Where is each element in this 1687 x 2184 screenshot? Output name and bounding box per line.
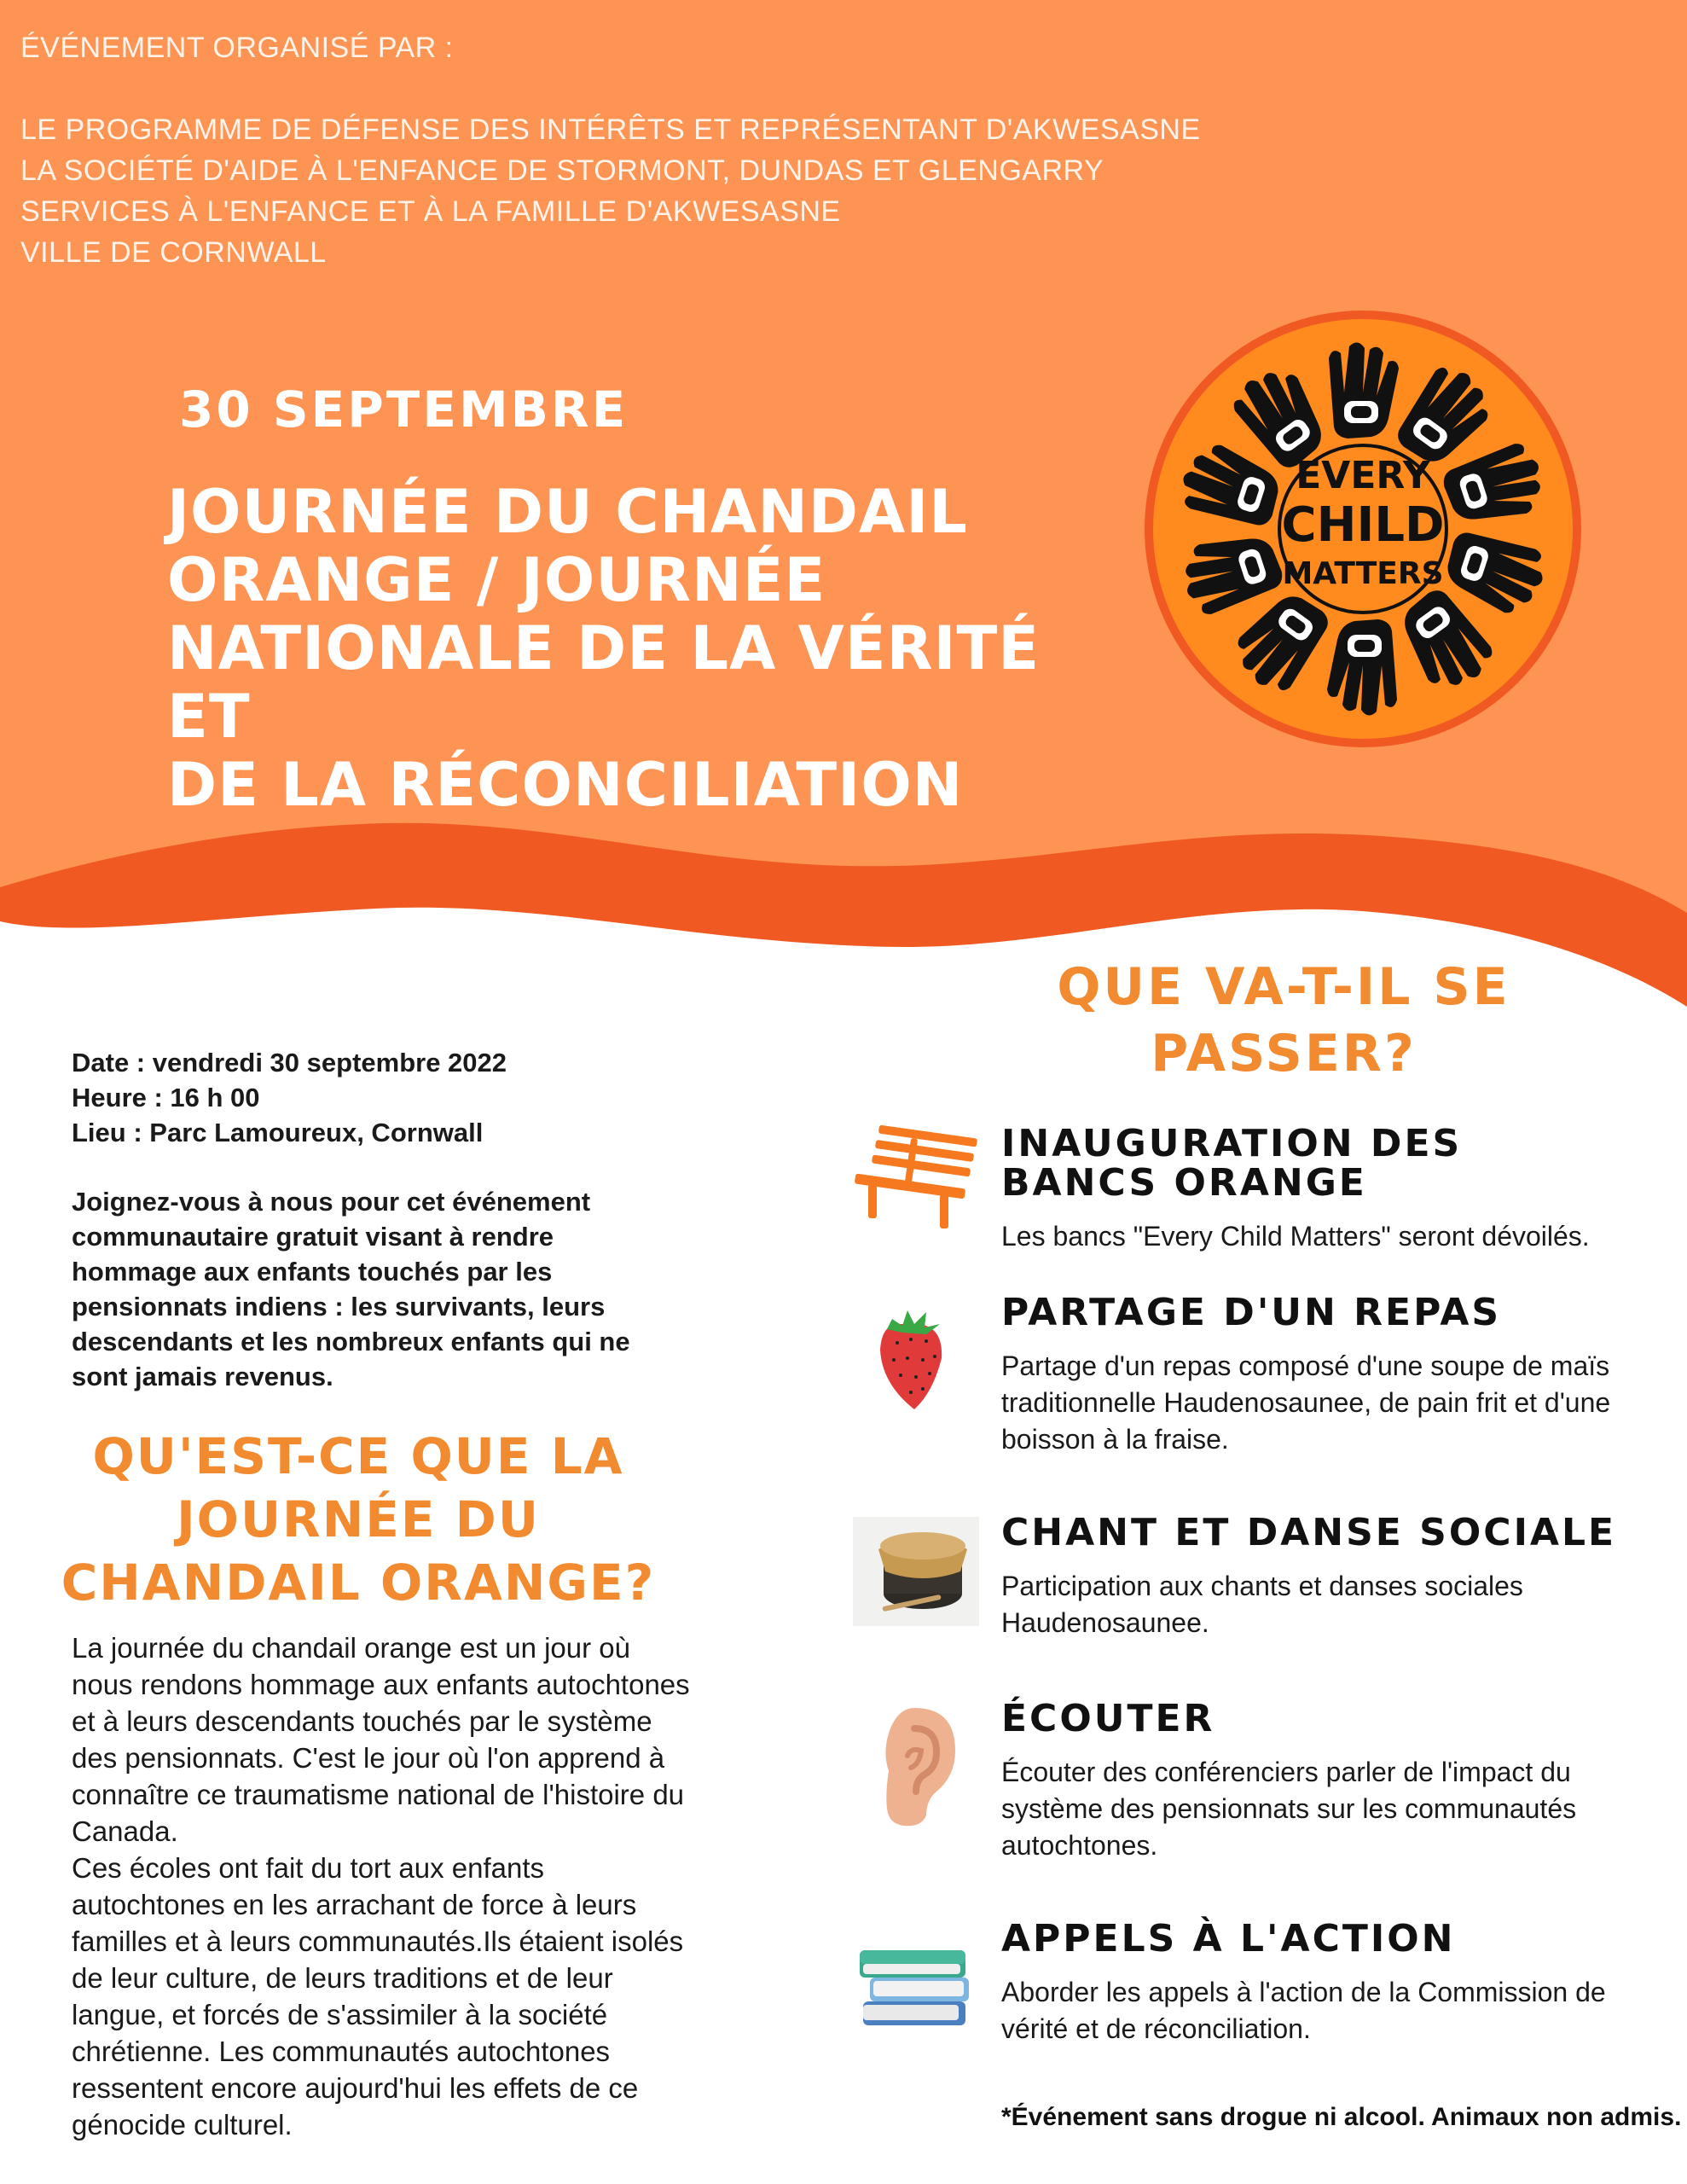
organizer-line: LE PROGRAMME DE DÉFENSE DES INTÉRÊTS ET REPRÉSENTANT D'AKWESASNE — [20, 113, 1201, 146]
event-date-heading: 30 SEPTEMBRE — [179, 380, 629, 439]
logo-text-line: CHILD — [1281, 497, 1445, 553]
title-line: ORANGE / JOURNÉE — [167, 545, 826, 615]
activity-description: Partage d'un repas composé d'une soupe de maïs traditionnelle Haudenosaunee, de pain frit et d'une boisson à la fraise. — [1001, 1350, 1611, 1455]
about-heading-line: JOURNÉE DU — [177, 1490, 540, 1548]
organizer-line: VILLE DE CORNWALL — [20, 236, 327, 269]
activity-title-line: APPELS À L'ACTION — [1001, 1917, 1456, 1960]
bench-icon — [848, 1116, 984, 1244]
about-paragraph: La journée du chandail orange est un jour où nous rendons hommage aux enfants autochtones et à leurs descendants touchés par le système des pensionnats. C'est le jour où l'on apprend à connaître ce traumatisme national de l'histoire du Canada. — [72, 1632, 690, 1847]
activity-description: Participation aux chants et danses sociales Haudenosaunee. — [1001, 1571, 1523, 1638]
invitation-text: Joignez-vous à nous pour cet événement communautaire gratuit visant à rendre hommage aux enfants touchés par les pensionnats indiens : les survivants, leurs descendants et les nombreux enfants qui ne sont jamais revenus. — [72, 1187, 630, 1391]
about-heading-line: CHANDAIL ORANGE? — [61, 1554, 656, 1612]
about-paragraph: Ces écoles ont fait du tort aux enfants autochtones en les arrachant de force à leurs familles et à leurs communautés.Ils étaient isolés de leur culture, de leurs traditions et de leur langue, et forcés de s'assimiler à la société chrétienne. Les communautés autochtones ressentent encore aujourd'hui les effets de ce génocide culturel. — [72, 1852, 684, 2140]
books-icon — [848, 1916, 984, 2044]
about-text — [72, 1629, 694, 2143]
activity-item — [1001, 1293, 1649, 1458]
drum-icon — [848, 1512, 984, 1640]
program-heading-line: PASSER? — [1151, 1024, 1417, 1083]
event-time: Heure : 16 h 00 — [72, 1083, 260, 1112]
logo-text-line: MATTERS — [1282, 556, 1444, 591]
page-title — [167, 478, 1122, 819]
organized-by-label: ÉVÉNEMENT ORGANISÉ PAR : — [20, 32, 454, 64]
activity-title-line: PARTAGE D'UN REPAS — [1001, 1291, 1502, 1334]
activity-title-line: INAUGURATION DES — [1001, 1122, 1463, 1165]
activity-title-line: ÉCOUTER — [1001, 1697, 1215, 1740]
program-heading-line: QUE VA-T-IL SE — [1057, 957, 1510, 1017]
event-info — [72, 1045, 686, 1150]
logo-text-line: EVERY — [1296, 454, 1430, 497]
event-rules-note: *Événement sans drogue ni alcool. Animaux non admis. — [1001, 2103, 1682, 2131]
every-child-matters-logo — [1143, 309, 1583, 749]
activity-description: Écouter des conférenciers parler de l'impact du système des pensionnats sur les communautés autochtones. — [1001, 1757, 1577, 1861]
activity-title — [1001, 1699, 1649, 1739]
activity-title — [1001, 1917, 1649, 1960]
title-line: DE LA RÉCONCILIATION — [167, 750, 964, 820]
organizer-line: SERVICES À L'ENFANCE ET À LA FAMILLE D'AKWESASNE — [20, 195, 841, 228]
activity-title — [1001, 1293, 1649, 1333]
organizers-block — [20, 27, 1201, 273]
activity-title-line: CHANT ET DANSE SOCIALE — [1001, 1511, 1617, 1554]
about-heading-line: QU'EST-CE QUE LA — [92, 1427, 624, 1485]
strawberry-icon — [848, 1290, 984, 1418]
event-details — [72, 1045, 686, 1394]
program-heading — [1015, 954, 1552, 1087]
activity-title — [1001, 1513, 1649, 1553]
activity-title-line: BANCS ORANGE — [1001, 1161, 1367, 1205]
event-place: Lieu : Parc Lamoureux, Cornwall — [72, 1118, 484, 1147]
title-line: NATIONALE DE LA VÉRITÉ ET — [167, 613, 1041, 752]
activity-title — [1001, 1124, 1649, 1203]
activity-description: Aborder les appels à l'action de la Commission de vérité et de réconciliation. — [1001, 1977, 1606, 2044]
organizer-line: LA SOCIÉTÉ D'AIDE À L'ENFANCE DE STORMONT, DUNDAS ET GLENGARRY — [20, 154, 1104, 187]
about-heading — [51, 1425, 665, 1614]
activity-item — [1001, 1699, 1649, 1864]
activity-item — [1001, 1124, 1649, 1255]
event-date: Date : vendredi 30 septembre 2022 — [72, 1048, 507, 1077]
activity-item — [1001, 1917, 1649, 2048]
ear-icon — [848, 1699, 984, 1827]
activity-item — [1001, 1513, 1649, 1641]
activity-description: Les bancs "Every Child Matters" seront dévoilés. — [1001, 1221, 1590, 1252]
title-line: JOURNÉE DU CHANDAIL — [167, 477, 968, 547]
